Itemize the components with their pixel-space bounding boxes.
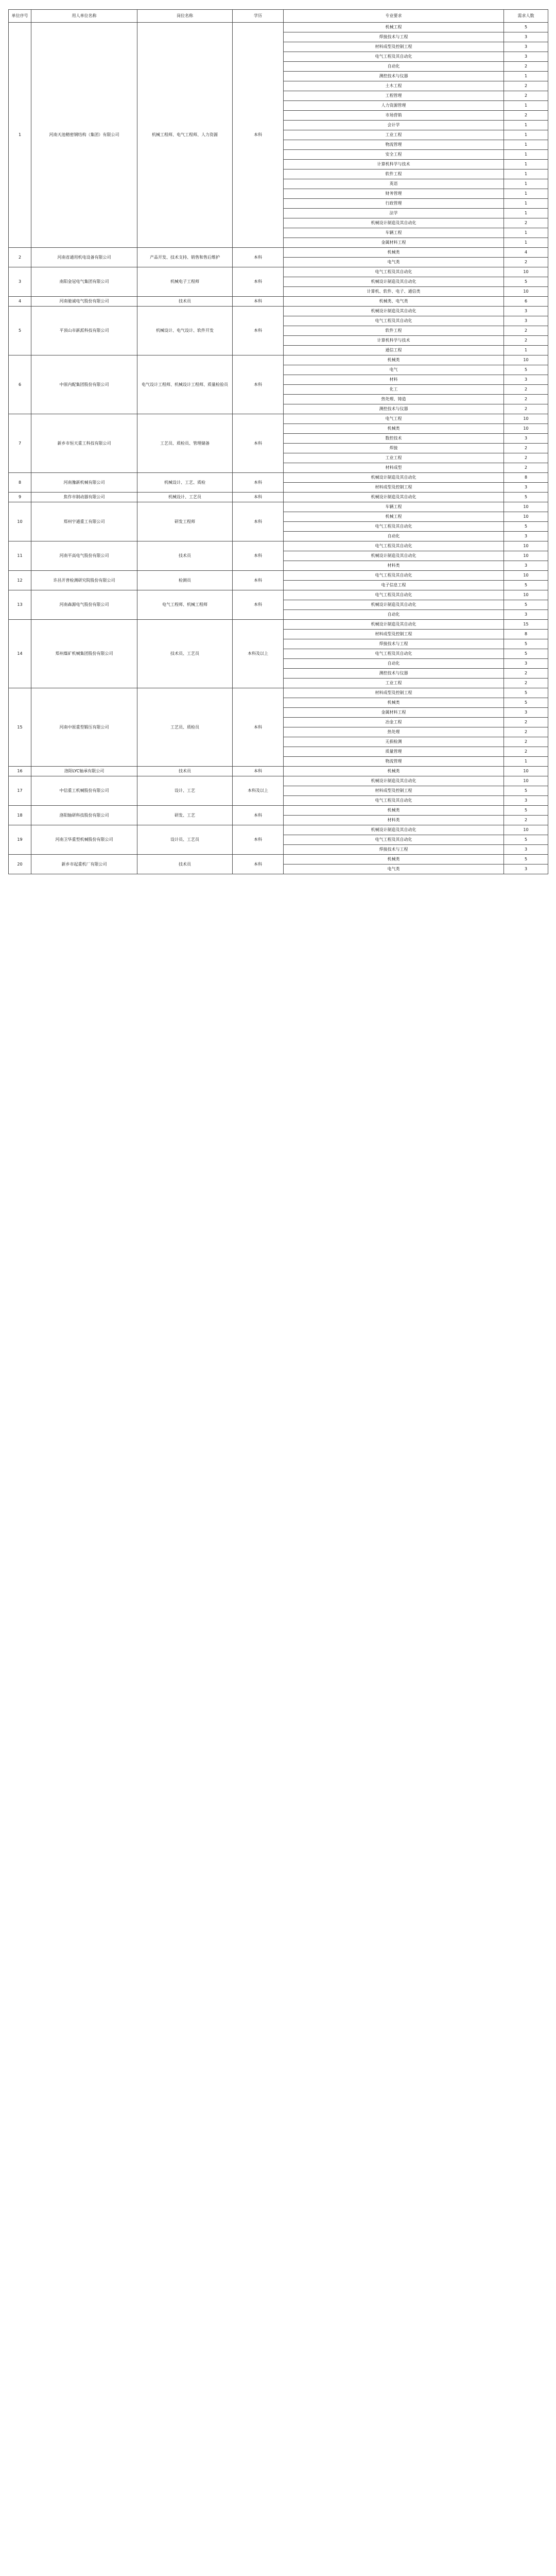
count-cell: 3 bbox=[504, 316, 548, 326]
count-cell: 3 bbox=[504, 796, 548, 806]
major-cell: 会计学 bbox=[284, 121, 504, 130]
unit-no-cell: 15 bbox=[9, 688, 31, 767]
count-cell: 2 bbox=[504, 81, 548, 91]
count-cell: 5 bbox=[504, 277, 548, 287]
header-position: 岗位名称 bbox=[137, 10, 233, 23]
company-cell: 洛阳轴研科技股份有限公司 bbox=[31, 806, 137, 825]
count-cell: 10 bbox=[504, 355, 548, 365]
company-cell: 许昌开普检测研究院股份有限公司 bbox=[31, 571, 137, 590]
unit-no-cell: 18 bbox=[9, 806, 31, 825]
count-cell: 5 bbox=[504, 786, 548, 796]
count-cell: 2 bbox=[504, 444, 548, 453]
count-cell: 3 bbox=[504, 845, 548, 855]
count-cell: 3 bbox=[504, 42, 548, 52]
count-cell: 10 bbox=[504, 825, 548, 835]
position-cell: 工艺员、质检员 bbox=[137, 688, 233, 767]
count-cell: 10 bbox=[504, 551, 548, 561]
education-cell: 本科 bbox=[233, 355, 284, 414]
table-row bbox=[9, 502, 548, 512]
company-cell: 河南天池精密钢结构（集团）有限公司 bbox=[31, 23, 137, 248]
count-cell: 1 bbox=[504, 346, 548, 355]
major-cell: 电气工程及其自动化 bbox=[284, 571, 504, 581]
count-cell: 1 bbox=[504, 209, 548, 218]
major-cell: 焊接技术与工程 bbox=[284, 845, 504, 855]
count-cell: 5 bbox=[504, 806, 548, 816]
major-cell: 机械设计制造及其自动化 bbox=[284, 620, 504, 630]
count-cell: 2 bbox=[504, 218, 548, 228]
major-cell: 电气工程及其自动化 bbox=[284, 522, 504, 532]
company-cell: 河南卫华重型机械股份有限公司 bbox=[31, 825, 137, 855]
major-cell: 机械设计制造及其自动化 bbox=[284, 277, 504, 287]
position-cell: 机械设计、工艺员 bbox=[137, 493, 233, 502]
major-cell: 电气类 bbox=[284, 258, 504, 267]
company-cell: 中信重工机械股份有限公司 bbox=[31, 776, 137, 806]
education-cell: 本科 bbox=[233, 267, 284, 297]
major-cell: 机械类 bbox=[284, 355, 504, 365]
major-cell: 材料类 bbox=[284, 561, 504, 571]
count-cell: 2 bbox=[504, 718, 548, 727]
unit-no-cell: 12 bbox=[9, 571, 31, 590]
table-row bbox=[9, 776, 548, 786]
table-row bbox=[9, 248, 548, 258]
major-cell: 电气工程及其自动化 bbox=[284, 541, 504, 551]
major-cell: 材料成型及控制工程 bbox=[284, 688, 504, 698]
major-cell: 工业工程 bbox=[284, 679, 504, 688]
count-cell: 5 bbox=[504, 639, 548, 649]
education-cell: 本科 bbox=[233, 248, 284, 267]
count-cell: 3 bbox=[504, 532, 548, 541]
position-cell: 产品开发、技术支持、销售和售后维护 bbox=[137, 248, 233, 267]
education-cell: 本科 bbox=[233, 541, 284, 571]
count-cell: 10 bbox=[504, 590, 548, 600]
position-cell: 电气工程师、机械工程师 bbox=[137, 590, 233, 620]
count-cell: 3 bbox=[504, 610, 548, 620]
table-row bbox=[9, 473, 548, 483]
unit-no-cell: 11 bbox=[9, 541, 31, 571]
major-cell: 行政管理 bbox=[284, 199, 504, 209]
count-cell: 2 bbox=[504, 453, 548, 463]
unit-no-cell: 7 bbox=[9, 414, 31, 473]
education-cell: 本科 bbox=[233, 473, 284, 493]
count-cell: 1 bbox=[504, 101, 548, 111]
count-cell: 15 bbox=[504, 620, 548, 630]
count-cell: 1 bbox=[504, 199, 548, 209]
count-cell: 3 bbox=[504, 659, 548, 669]
count-cell: 8 bbox=[504, 473, 548, 483]
count-cell: 10 bbox=[504, 767, 548, 776]
count-cell: 5 bbox=[504, 493, 548, 502]
major-cell: 机械类 bbox=[284, 806, 504, 816]
count-cell: 2 bbox=[504, 111, 548, 121]
major-cell: 机械设计制造及其自动化 bbox=[284, 307, 504, 316]
unit-no-cell: 6 bbox=[9, 355, 31, 414]
major-cell: 机械类 bbox=[284, 698, 504, 708]
count-cell: 2 bbox=[504, 727, 548, 737]
company-cell: 河南平高电气股份有限公司 bbox=[31, 541, 137, 571]
unit-no-cell: 19 bbox=[9, 825, 31, 855]
header-major: 专业要求 bbox=[284, 10, 504, 23]
count-cell: 3 bbox=[504, 865, 548, 874]
company-cell: 焦作市制动器有限公司 bbox=[31, 493, 137, 502]
unit-no-cell: 5 bbox=[9, 307, 31, 355]
recruitment-table bbox=[8, 9, 548, 874]
unit-no-cell: 1 bbox=[9, 23, 31, 248]
header-count: 需求人数 bbox=[504, 10, 548, 23]
count-cell: 5 bbox=[504, 835, 548, 845]
table-row bbox=[9, 414, 548, 424]
table-row bbox=[9, 855, 548, 865]
count-cell: 3 bbox=[504, 483, 548, 493]
major-cell: 电气工程及其自动化 bbox=[284, 796, 504, 806]
major-cell: 安全工程 bbox=[284, 150, 504, 160]
major-cell: 计算机科学与技术 bbox=[284, 336, 504, 346]
major-cell: 机械类 bbox=[284, 767, 504, 776]
major-cell: 材料成型及控制工程 bbox=[284, 42, 504, 52]
count-cell: 2 bbox=[504, 737, 548, 747]
major-cell: 计算机科学与技术 bbox=[284, 160, 504, 170]
company-cell: 河南森源电气股份有限公司 bbox=[31, 590, 137, 620]
count-cell: 3 bbox=[504, 708, 548, 718]
major-cell: 材料成型及控制工程 bbox=[284, 786, 504, 796]
table-row bbox=[9, 806, 548, 816]
position-cell: 研发、工艺 bbox=[137, 806, 233, 825]
major-cell: 焊接技术与工程 bbox=[284, 32, 504, 42]
count-cell: 2 bbox=[504, 326, 548, 336]
unit-no-cell: 13 bbox=[9, 590, 31, 620]
major-cell: 计算机、软件、电子、通信类 bbox=[284, 287, 504, 297]
major-cell: 数控技术 bbox=[284, 434, 504, 444]
major-cell: 化工 bbox=[284, 385, 504, 395]
count-cell: 10 bbox=[504, 776, 548, 786]
table-row bbox=[9, 493, 548, 502]
position-cell: 技术员 bbox=[137, 855, 233, 874]
count-cell: 3 bbox=[504, 32, 548, 42]
count-cell: 1 bbox=[504, 72, 548, 81]
count-cell: 2 bbox=[504, 62, 548, 72]
count-cell: 1 bbox=[504, 150, 548, 160]
major-cell: 质量管理 bbox=[284, 747, 504, 757]
company-cell: 新乡市起重机厂有限公司 bbox=[31, 855, 137, 874]
count-cell: 2 bbox=[504, 395, 548, 404]
education-cell: 本科 bbox=[233, 688, 284, 767]
major-cell: 焊接技术与工程 bbox=[284, 639, 504, 649]
major-cell: 机械类 bbox=[284, 248, 504, 258]
major-cell: 电气 bbox=[284, 365, 504, 375]
count-cell: 10 bbox=[504, 541, 548, 551]
major-cell: 热处理 bbox=[284, 727, 504, 737]
company-cell: 河南豫新机械有限公司 bbox=[31, 473, 137, 493]
count-cell: 5 bbox=[504, 698, 548, 708]
major-cell: 工程管理 bbox=[284, 91, 504, 101]
major-cell: 电气工程及其自动化 bbox=[284, 649, 504, 659]
company-cell: 郑州煤矿机械集团股份有限公司 bbox=[31, 620, 137, 688]
count-cell: 2 bbox=[504, 679, 548, 688]
table-row bbox=[9, 688, 548, 698]
unit-no-cell: 8 bbox=[9, 473, 31, 493]
unit-no-cell: 14 bbox=[9, 620, 31, 688]
unit-no-cell: 16 bbox=[9, 767, 31, 776]
count-cell: 10 bbox=[504, 502, 548, 512]
major-cell: 物流管理 bbox=[284, 140, 504, 150]
count-cell: 2 bbox=[504, 336, 548, 346]
table-row bbox=[9, 355, 548, 365]
count-cell: 2 bbox=[504, 669, 548, 679]
education-cell: 本科 bbox=[233, 414, 284, 473]
major-cell: 机械工程 bbox=[284, 512, 504, 522]
table-row bbox=[9, 307, 548, 316]
major-cell: 软件工程 bbox=[284, 326, 504, 336]
major-cell: 材料成型 bbox=[284, 463, 504, 473]
position-cell: 工艺员、质检员、管理储备 bbox=[137, 414, 233, 473]
company-cell: 郑州宇通重工有限公司 bbox=[31, 502, 137, 541]
major-cell: 机械设计制造及其自动化 bbox=[284, 776, 504, 786]
count-cell: 1 bbox=[504, 121, 548, 130]
major-cell: 自动化 bbox=[284, 532, 504, 541]
major-cell: 焊接 bbox=[284, 444, 504, 453]
table-row bbox=[9, 620, 548, 630]
position-cell: 设计员、工艺员 bbox=[137, 825, 233, 855]
unit-no-cell: 9 bbox=[9, 493, 31, 502]
table-header-row bbox=[9, 10, 548, 23]
table-row bbox=[9, 23, 548, 32]
education-cell: 本科 bbox=[233, 806, 284, 825]
header-unit-no: 单位序号 bbox=[9, 10, 31, 23]
major-cell: 材料成型及控制工程 bbox=[284, 483, 504, 493]
count-cell: 1 bbox=[504, 140, 548, 150]
major-cell: 车辆工程 bbox=[284, 502, 504, 512]
header-company: 用人单位名称 bbox=[31, 10, 137, 23]
major-cell: 物流管理 bbox=[284, 757, 504, 767]
position-cell: 机械设计、工艺、质检 bbox=[137, 473, 233, 493]
count-cell: 10 bbox=[504, 287, 548, 297]
major-cell: 电气工程 bbox=[284, 414, 504, 424]
major-cell: 机械类 bbox=[284, 855, 504, 865]
unit-no-cell: 4 bbox=[9, 297, 31, 307]
count-cell: 2 bbox=[504, 91, 548, 101]
count-cell: 2 bbox=[504, 816, 548, 825]
position-cell: 电气设计工程师、机械设计工程师、质量检验员 bbox=[137, 355, 233, 414]
count-cell: 10 bbox=[504, 424, 548, 434]
major-cell: 机械设计制造及其自动化 bbox=[284, 551, 504, 561]
position-cell: 机械电子工程师 bbox=[137, 267, 233, 297]
count-cell: 1 bbox=[504, 170, 548, 179]
major-cell: 机械设计制造及其自动化 bbox=[284, 493, 504, 502]
major-cell: 机械类、电气类 bbox=[284, 297, 504, 307]
major-cell: 材料类 bbox=[284, 816, 504, 825]
count-cell: 1 bbox=[504, 238, 548, 248]
company-cell: 河南省通用机电设备有限公司 bbox=[31, 248, 137, 267]
count-cell: 5 bbox=[504, 688, 548, 698]
count-cell: 5 bbox=[504, 23, 548, 32]
position-cell: 技术员 bbox=[137, 541, 233, 571]
major-cell: 自动化 bbox=[284, 659, 504, 669]
count-cell: 1 bbox=[504, 130, 548, 140]
table-row bbox=[9, 767, 548, 776]
count-cell: 8 bbox=[504, 630, 548, 639]
education-cell: 本科 bbox=[233, 23, 284, 248]
major-cell: 金属材料工程 bbox=[284, 708, 504, 718]
count-cell: 3 bbox=[504, 52, 548, 62]
major-cell: 测控技术与仪器 bbox=[284, 404, 504, 414]
count-cell: 1 bbox=[504, 189, 548, 199]
count-cell: 2 bbox=[504, 385, 548, 395]
unit-no-cell: 20 bbox=[9, 855, 31, 874]
count-cell: 1 bbox=[504, 179, 548, 189]
major-cell: 自动化 bbox=[284, 62, 504, 72]
table-row bbox=[9, 825, 548, 835]
education-cell: 本科及以上 bbox=[233, 776, 284, 806]
table-row bbox=[9, 541, 548, 551]
count-cell: 6 bbox=[504, 297, 548, 307]
count-cell: 3 bbox=[504, 434, 548, 444]
unit-no-cell: 17 bbox=[9, 776, 31, 806]
major-cell: 无损检测 bbox=[284, 737, 504, 747]
major-cell: 通信工程 bbox=[284, 346, 504, 355]
position-cell: 设计、工艺 bbox=[137, 776, 233, 806]
major-cell: 金属材料工程 bbox=[284, 238, 504, 248]
major-cell: 法学 bbox=[284, 209, 504, 218]
major-cell: 人力资源管理 bbox=[284, 101, 504, 111]
count-cell: 3 bbox=[504, 307, 548, 316]
major-cell: 英语 bbox=[284, 179, 504, 189]
count-cell: 5 bbox=[504, 522, 548, 532]
major-cell: 电子信息工程 bbox=[284, 581, 504, 590]
position-cell: 研发工程师 bbox=[137, 502, 233, 541]
major-cell: 机械设计制造及其自动化 bbox=[284, 473, 504, 483]
major-cell: 电气工程及其自动化 bbox=[284, 835, 504, 845]
table-body bbox=[9, 23, 548, 874]
table-row bbox=[9, 571, 548, 581]
major-cell: 材料 bbox=[284, 375, 504, 385]
table-row bbox=[9, 267, 548, 277]
count-cell: 4 bbox=[504, 248, 548, 258]
company-cell: 新乡市恒天重工科技有限公司 bbox=[31, 414, 137, 473]
major-cell: 自动化 bbox=[284, 610, 504, 620]
unit-no-cell: 3 bbox=[9, 267, 31, 297]
count-cell: 5 bbox=[504, 600, 548, 610]
education-cell: 本科 bbox=[233, 767, 284, 776]
header-education: 学历 bbox=[233, 10, 284, 23]
company-cell: 洛阳LYC轴承有限公司 bbox=[31, 767, 137, 776]
count-cell: 10 bbox=[504, 267, 548, 277]
company-cell: 河南驰诚电气股份有限公司 bbox=[31, 297, 137, 307]
count-cell: 10 bbox=[504, 571, 548, 581]
table-row bbox=[9, 297, 548, 307]
major-cell: 机械设计制造及其自动化 bbox=[284, 825, 504, 835]
count-cell: 1 bbox=[504, 228, 548, 238]
table-row bbox=[9, 590, 548, 600]
major-cell: 电气工程及其自动化 bbox=[284, 267, 504, 277]
major-cell: 土木工程 bbox=[284, 81, 504, 91]
count-cell: 2 bbox=[504, 404, 548, 414]
education-cell: 本科 bbox=[233, 493, 284, 502]
education-cell: 本科 bbox=[233, 502, 284, 541]
major-cell: 电气工程及其自动化 bbox=[284, 316, 504, 326]
position-cell: 技术员 bbox=[137, 767, 233, 776]
count-cell: 5 bbox=[504, 581, 548, 590]
major-cell: 测控技术与仪器 bbox=[284, 72, 504, 81]
education-cell: 本科 bbox=[233, 590, 284, 620]
position-cell: 技术员、工艺员 bbox=[137, 620, 233, 688]
major-cell: 机械类 bbox=[284, 424, 504, 434]
count-cell: 5 bbox=[504, 649, 548, 659]
major-cell: 冶金工程 bbox=[284, 718, 504, 727]
company-cell: 中原内配集团股份有限公司 bbox=[31, 355, 137, 414]
count-cell: 5 bbox=[504, 365, 548, 375]
count-cell: 1 bbox=[504, 757, 548, 767]
major-cell: 机械工程 bbox=[284, 23, 504, 32]
unit-no-cell: 2 bbox=[9, 248, 31, 267]
major-cell: 测控技术与仪器 bbox=[284, 669, 504, 679]
count-cell: 2 bbox=[504, 463, 548, 473]
unit-no-cell: 10 bbox=[9, 502, 31, 541]
education-cell: 本科 bbox=[233, 855, 284, 874]
company-cell: 河南中原重型锻压有限公司 bbox=[31, 688, 137, 767]
major-cell: 机械设计制造及其自动化 bbox=[284, 600, 504, 610]
major-cell: 材料成型及控制工程 bbox=[284, 630, 504, 639]
major-cell: 电气工程及其自动化 bbox=[284, 590, 504, 600]
education-cell: 本科 bbox=[233, 825, 284, 855]
position-cell: 检测员 bbox=[137, 571, 233, 590]
education-cell: 本科 bbox=[233, 571, 284, 590]
major-cell: 工业工程 bbox=[284, 130, 504, 140]
position-cell: 机械工程师、电气工程师、人力资源 bbox=[137, 23, 233, 248]
count-cell: 3 bbox=[504, 561, 548, 571]
education-cell: 本科及以上 bbox=[233, 620, 284, 688]
major-cell: 财务管理 bbox=[284, 189, 504, 199]
company-cell: 平顶山市新派科技有限公司 bbox=[31, 307, 137, 355]
count-cell: 3 bbox=[504, 375, 548, 385]
count-cell: 5 bbox=[504, 855, 548, 865]
count-cell: 10 bbox=[504, 512, 548, 522]
count-cell: 2 bbox=[504, 258, 548, 267]
major-cell: 工业工程 bbox=[284, 453, 504, 463]
major-cell: 机械设计制造及其自动化 bbox=[284, 218, 504, 228]
major-cell: 电气类 bbox=[284, 865, 504, 874]
position-cell: 技术员 bbox=[137, 297, 233, 307]
count-cell: 1 bbox=[504, 160, 548, 170]
major-cell: 电气工程及其自动化 bbox=[284, 52, 504, 62]
education-cell: 本科 bbox=[233, 307, 284, 355]
major-cell: 软件工程 bbox=[284, 170, 504, 179]
education-cell: 本科 bbox=[233, 297, 284, 307]
major-cell: 车辆工程 bbox=[284, 228, 504, 238]
major-cell: 热处理、铸造 bbox=[284, 395, 504, 404]
major-cell: 市场营销 bbox=[284, 111, 504, 121]
position-cell: 机械设计、电气设计、软件开发 bbox=[137, 307, 233, 355]
count-cell: 2 bbox=[504, 747, 548, 757]
count-cell: 10 bbox=[504, 414, 548, 424]
company-cell: 南阳金冠电气集团有限公司 bbox=[31, 267, 137, 297]
